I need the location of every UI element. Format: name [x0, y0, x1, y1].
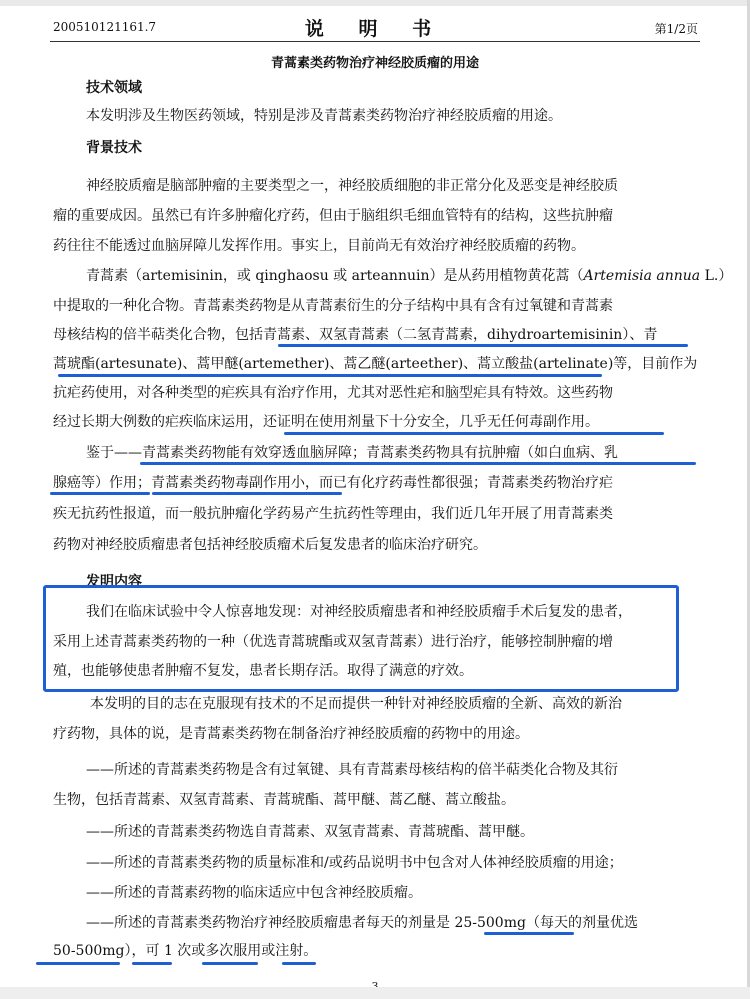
underline-annotation — [36, 962, 120, 965]
boxed-line: 采用上述青蒿素类药物的一种（优选青蒿琥酯或双氢青蒿素）进行治疗，能够控制肿瘤的增 — [53, 634, 613, 650]
document-id: 200510121161.7 — [53, 20, 157, 34]
claim-line: 50-500mg），可 1 次或多次服用或注射。 — [53, 943, 318, 959]
p2-latin-name: Artemisia annua — [583, 268, 701, 284]
tech-field-text: 本发明涉及生物医药领域，特别是涉及青蒿素类药物治疗神经胶质瘤的用途。 — [86, 108, 562, 124]
background-p2-line — [86, 264, 733, 288]
background-p3-line: 药物对神经胶质瘤患者包括神经胶质瘤术后复发患者的临床治疗研究。 — [53, 537, 487, 553]
page-header — [0, 14, 750, 40]
background-p3-line: 疾无抗药性报道，而一般抗肿瘤化学药易产生抗药性等理由，我们近几年开展了用青蒿素类 — [53, 506, 613, 522]
boxed-line: 殖，也能够使患者肿瘤不复发，患者长期存活。取得了满意的疗效。 — [53, 663, 473, 679]
claim-line: ——所述的青蒿素类药物治疗神经胶质瘤患者每天的剂量是 25-500mg（每天的剂量优选 — [86, 915, 638, 931]
underline-annotation — [152, 492, 342, 495]
claim-line: ——所述的青蒿素类药物是含有过氧键、具有青蒿素母核结构的倍半萜类化合物及其衍 — [86, 762, 618, 778]
background-p3-line: 腺癌等）作用；青蒿素类药物毒副作用小，而已有化疗药毒性都很强；青蒿素类药物治疗疟 — [53, 475, 613, 491]
header-rule — [50, 41, 700, 42]
claim-line: ——所述的青蒿素类药物选自青蒿素、双氢青蒿素、青蒿琥酯、蒿甲醚。 — [86, 824, 534, 840]
document-type-title: 说 明 书 — [304, 18, 446, 40]
heading-invention: 发明内容 — [86, 574, 142, 590]
scan-top-edge — [0, 0, 750, 6]
underline-annotation — [132, 962, 172, 965]
p2-line1-text: 青蒿素（artemisinin，或 qinghaosu 或 arteannuin）是从药用植物黄花蒿（ — [86, 268, 584, 284]
page-indicator: 第1/2页 — [654, 22, 698, 36]
underline-annotation — [140, 462, 696, 465]
background-p1-line: 瘤的重要成因。虽然已有许多肿瘤化疗药，但由于脑组织毛细血管特有的结构，这些抗肿瘤 — [53, 208, 613, 224]
underline-annotation — [58, 374, 602, 377]
underline-annotation — [282, 962, 316, 965]
underline-annotation — [284, 432, 664, 435]
claim-line: ——所述的青蒿素药物的临床适应中包含神经胶质瘤。 — [86, 885, 422, 901]
background-p2-line: 蒿琥酯(artesunate)、蒿甲醚(artemether)、蒿乙醚(arteether)、蒿立酸盐(artelinate)等，目前作为 — [53, 356, 698, 372]
p2-line1-tail: L.） — [700, 268, 733, 284]
heading-background: 背景技术 — [86, 140, 142, 156]
background-p1-line: 药往往不能透过血脑屏障儿发挥作用。事实上，目前尚无有效治疗神经胶质瘤的药物。 — [53, 238, 585, 254]
underline-annotation — [484, 932, 574, 935]
purpose-line: 本发明的目的志在克服现有技术的不足而提供一种针对神经胶质瘤的全新、高效的新治 — [90, 696, 622, 712]
background-p2-line: 母核结构的倍半萜类化合物，包括青蒿素、双氢青蒿素（二氢青蒿素，dihydroartemisinin）、青 — [53, 327, 658, 343]
background-p2-line: 中提取的一种化合物。青蒿素类药物是从青蒿素衍生的分子结构中具有含有过氧键和青蒿素 — [53, 298, 613, 314]
claim-line: ——所述的青蒿素类药物的质量标准和/或药品说明书中包含对人体神经胶质瘤的用途； — [86, 855, 623, 871]
underline-annotation — [50, 492, 150, 495]
background-p2-line: 抗疟药使用，对各种类型的疟疾具有治疗作用，尤其对恶性疟和脑型疟具有特效。这些药物 — [53, 385, 613, 401]
scan-bottom-edge — [0, 987, 750, 999]
background-p2-line: 经过长期大例数的疟疾临床运用，还证明在使用剂量下十分安全，几乎无任何毒副作用。 — [53, 414, 599, 430]
boxed-line: 我们在临床试验中令人惊喜地发现：对神经胶质瘤患者和神经胶质瘤手术后复发的患者， — [86, 604, 632, 620]
claim-line: 生物，包括青蒿素、双氢青蒿素、青蒿琥酯、蒿甲醚、蒿乙醚、蒿立酸盐。 — [53, 792, 515, 808]
invention-title: 青蒿素类药物治疗神经胶质瘤的用途 — [270, 56, 479, 71]
purpose-line: 疗药物，具体的说，是青蒿素类药物在制备治疗神经胶质瘤的药物中的用途。 — [53, 726, 529, 742]
underline-annotation — [278, 344, 688, 347]
background-p3-line: 鉴于——青蒿素类药物能有效穿透血脑屏障；青蒿素类药物具有抗肿瘤（如白血病、乳 — [86, 445, 618, 461]
background-p1-line: 神经胶质瘤是脑部肿瘤的主要类型之一，神经胶质细胞的非正常分化及恶变是神经胶质 — [86, 178, 618, 194]
heading-tech-field: 技术领域 — [86, 80, 142, 96]
underline-annotation — [202, 962, 258, 965]
